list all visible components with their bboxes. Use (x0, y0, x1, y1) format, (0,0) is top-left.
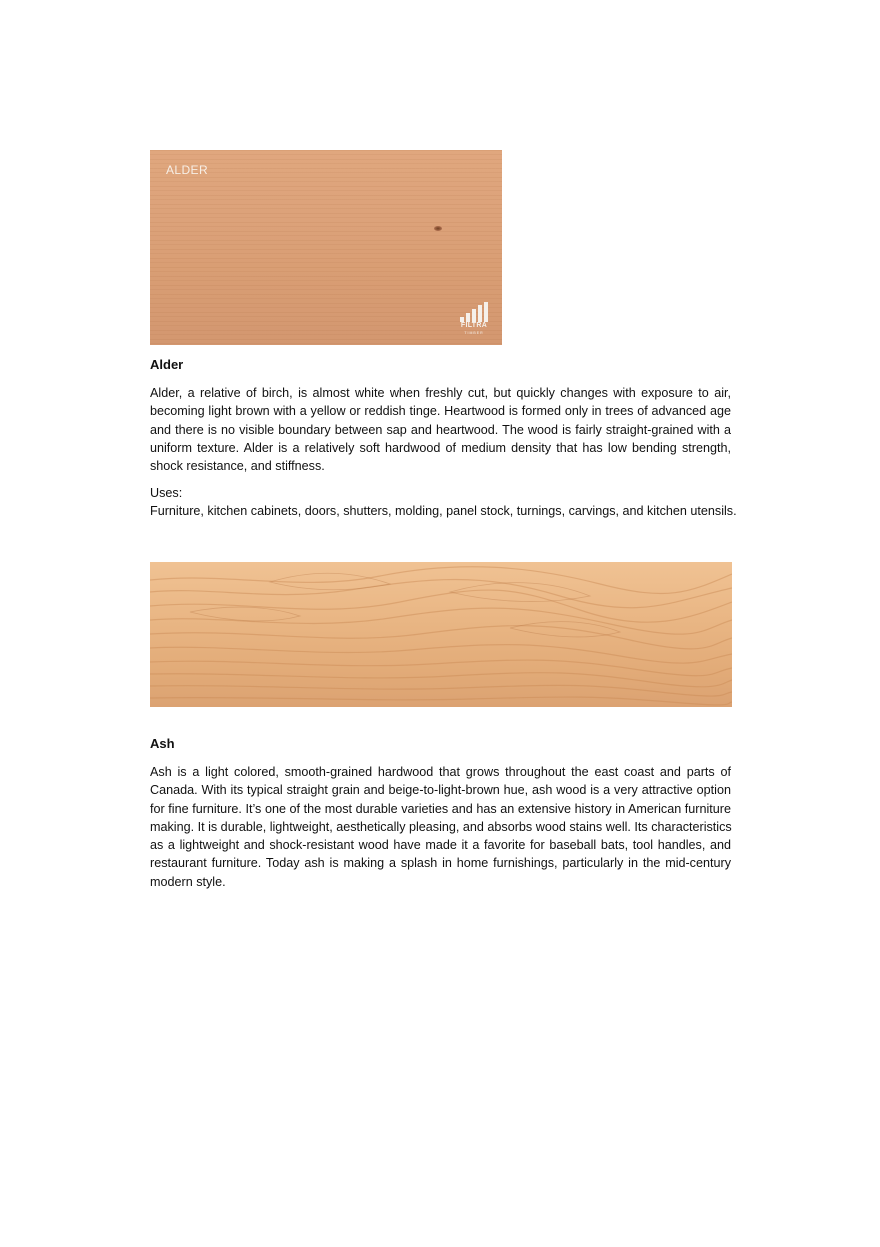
alder-wood-image (150, 150, 502, 345)
ash-description-line: as a lightweight and shock-resistant wood have made it a favorite for baseball bats, tool handles, and (150, 838, 731, 853)
logo-bars-icon (460, 302, 488, 322)
logo-name: FILTRA (460, 322, 488, 329)
alder-description (150, 384, 731, 475)
ash-description-line: Ash is a light colored, smooth-grained hardwood that grows throughout the east coast and parts of (150, 765, 731, 779)
alder-description-line: becoming light brown with a yellow or reddish tinge. Heartwood is formed only in trees of advanced age (150, 404, 731, 419)
filtra-timber-logo (458, 302, 490, 338)
alder-description-line: and there is no visible boundary between sap and heartwood. The wood is fairly straight-grained with a (150, 422, 731, 437)
alder-uses-label: Uses: (150, 486, 183, 500)
alder-description-line: uniform texture. Alder is a relatively soft hardwood of medium density that has low bending strength, (150, 440, 731, 455)
ash-heading: Ash (150, 736, 175, 751)
logo-subtitle: TIMBER (464, 331, 484, 335)
wood-knot (434, 226, 442, 231)
alder-description-line: Alder, a relative of birch, is almost white when freshly cut, but quickly changes with exposure to air, (150, 386, 731, 400)
ash-grain-pattern (150, 562, 732, 707)
ash-description-line: modern style. (150, 874, 226, 889)
ash-description (150, 763, 731, 891)
ash-wood-image (150, 562, 732, 707)
alder-heading: Alder (150, 357, 184, 372)
alder-uses-text: Furniture, kitchen cabinets, doors, shutters, molding, panel stock, turnings, carvings, and kitchen utensils. (150, 504, 737, 518)
ash-description-line: making. It is durable, lightweight, aesthetically pleasing, and absorbs wood stains well. Its characteristics (150, 819, 732, 834)
alder-description-line: shock resistance, and stiffness. (150, 459, 325, 474)
ash-description-line: Canada. With its typical straight grain and beige-to-light-brown hue, ash wood is a very attractive option (150, 783, 731, 798)
ash-description-line: for fine furniture. It’s one of the most durable varieties and has an extensive history in American furniture (150, 801, 731, 816)
ash-description-line: restaurant furniture. Today ash is making a splash in home furnishings, particularly in the mid-century (150, 856, 731, 871)
alder-image-label: ALDER (166, 163, 209, 177)
